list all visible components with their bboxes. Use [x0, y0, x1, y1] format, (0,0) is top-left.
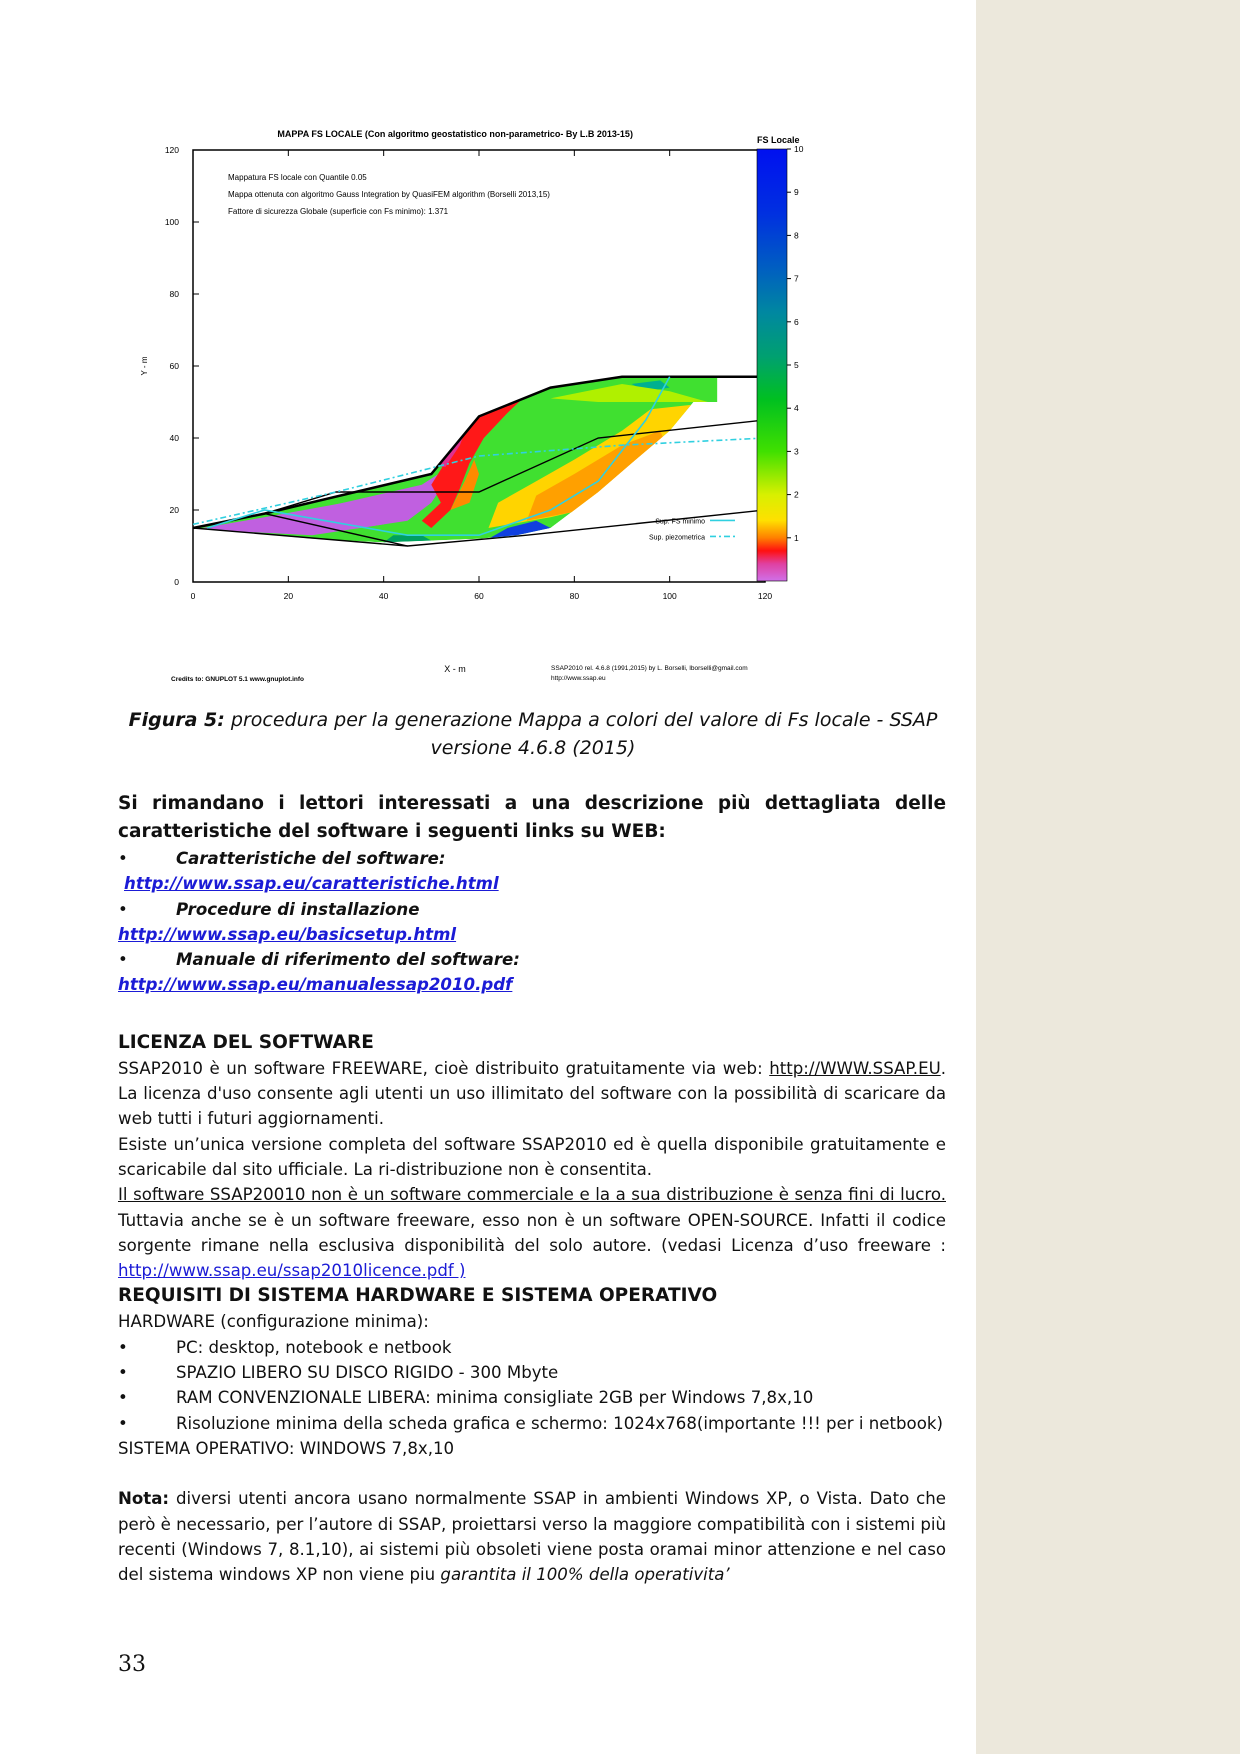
x-tick-label: 20 [283, 591, 294, 601]
fs-heatmap [193, 377, 717, 543]
caption-text: procedura per la generazione Mappa a colori del valore di Fs locale - SSAP versione 4.6.8 (2015) [224, 709, 938, 759]
link-row-3 [118, 972, 946, 997]
plot-title: MAPPA FS LOCALE (Con algoritmo geostatistico non-parametrico- By L.B 2013-15) [277, 129, 633, 139]
note-paragraph [118, 1486, 946, 1587]
license-title: LICENZA DEL SOFTWARE [118, 1031, 374, 1053]
spacer [118, 1461, 946, 1486]
colorbar-tick-label: 1 [794, 532, 799, 543]
link-item-1 [118, 846, 946, 871]
link-url-2[interactable]: http://www.ssap.eu/basicsetup.html [118, 924, 457, 944]
x-tick-label: 100 [662, 591, 677, 601]
x-tick-label: 0 [190, 591, 196, 601]
colorbar-title: FS Locale [757, 135, 800, 145]
link-label-1: Caratteristiche del software: [176, 849, 446, 868]
requirement-text: RAM CONVENZIONALE LIBERA: minima consigliate 2GB per Windows 7,8x,10 [176, 1388, 814, 1408]
page-number: 33 [118, 1652, 146, 1677]
colorbar-tick-label: 6 [794, 316, 799, 327]
colorbar-tick-label: 2 [794, 489, 799, 500]
link-row-2 [118, 922, 946, 947]
page-side-band [976, 0, 1240, 1754]
link-url-1[interactable]: http://www.ssap.eu/caratteristiche.html [124, 874, 499, 894]
colorbar-tick-label: 3 [794, 446, 799, 457]
note-italic: garantita il 100% della operativita’ [440, 1565, 730, 1585]
requirement-text: Risoluzione minima della scheda grafica e schermo: 1024x768(importante !!! per i netbook) [176, 1413, 943, 1433]
requirement-item [118, 1335, 946, 1360]
bullet-icon: • [118, 849, 128, 868]
figure-caption [118, 706, 948, 762]
colorbar-tick-label: 9 [794, 187, 799, 198]
colorbar-tick-label: 5 [794, 360, 799, 370]
link-row-1 [118, 871, 946, 896]
link-item-3 [118, 947, 946, 972]
fs-map-chart [140, 129, 880, 695]
requirements-title: REQUISITI DI SISTEMA HARDWARE E SISTEMA OPERATIVO [118, 1285, 718, 1307]
license-paragraph-1 [118, 1056, 946, 1132]
plot-area [165, 145, 773, 601]
y-tick-label: 120 [164, 145, 179, 155]
os-requirement: SISTEMA OPERATIVO: WINDOWS 7,8x,10 [118, 1438, 455, 1458]
note-label: Nota: [118, 1489, 170, 1509]
credits-right-1: SSAP2010 rel. 4.6.8 (1991,2015) by L. Borselli, lborselli@gmail.com [551, 665, 748, 672]
bullet-icon: • [118, 950, 128, 970]
requirement-text: SPAZIO LIBERO SU DISCO RIGIDO - 300 Mbyte [176, 1363, 559, 1383]
plot-note: Fattore di sicurezza Globale (superficie con Fs minimo): 1.371 [228, 207, 449, 216]
license-p1-link[interactable]: http://WWW.SSAP.EU [769, 1058, 941, 1078]
legend-label: Sup. piezometrica [648, 534, 705, 542]
intro-paragraph: Si rimandano i lettori interessati a una descrizione più dettagliata delle caratteristiche del software i seguenti links su WEB: [118, 793, 946, 842]
note-text: diversi utenti ancora usano normalmente SSAP in ambienti Windows XP, o Vista. Dato che però è necessario, per l’autore di SSAP, proiettarsi verso la maggiore compatibilità con i sistemi più recenti (Windows 7, 8.1,10), ai sistemi più obsoleti viene posta oramai minor attenzione e nel caso del sistema windows XP non viene piu [118, 1489, 946, 1585]
y-tick-label: 60 [169, 361, 179, 371]
license-p3-underlined: Il software SSAP20010 non è un software commerciale e la a sua distribuzione è senza fini di lucro. [118, 1185, 946, 1205]
plot-note: Mappa ottenuta con algoritmo Gauss Integration by QuasiFEM algorithm (Borselli 2013,15) [228, 190, 550, 199]
license-p1-text-b: . La licenza d'uso consente agli utenti un uso illimitato del software con la possibilità di scaricare da web tutti i futuri aggiornamenti. [118, 1058, 946, 1129]
requirement-text: PC: desktop, notebook e netbook [176, 1337, 452, 1357]
bullet-icon: • [118, 1363, 128, 1383]
bullet-icon: • [118, 1388, 128, 1408]
fs-map-figure [140, 129, 880, 695]
link-url-3[interactable]: http://www.ssap.eu/manualessap2010.pdf [118, 975, 513, 995]
spacer [118, 998, 946, 1030]
y-tick-label: 80 [169, 289, 179, 299]
colorbar-tick-label: 10 [794, 144, 804, 154]
colorbar-tick-label: 4 [794, 403, 799, 414]
hardware-label: HARDWARE (configurazione minima): [118, 1312, 429, 1332]
license-p3-text: Tuttavia anche se è un software freeware, esso non è un software OPEN-SOURCE. Infatti il codice sorgente rimane nella esclusiva disponibilità del solo autore. (vedasi Licenza d’uso freeware : [118, 1210, 946, 1255]
caption-label: Figura 5: [128, 709, 225, 731]
requirement-item [118, 1385, 946, 1410]
link-label-3: Manuale di riferimento del software: [176, 950, 520, 970]
y-tick-label: 20 [169, 505, 179, 515]
colorbar [757, 149, 787, 581]
license-paragraph-2: Esiste un’unica versione completa del software SSAP2010 ed è quella disponibile gratuitamente e scaricabile dal sito ufficiale. La ri-distribuzione non è consentita. [118, 1134, 946, 1179]
x-axis-label: X - m [444, 664, 466, 674]
x-tick-label: 60 [474, 591, 484, 601]
x-tick-label: 120 [757, 591, 773, 601]
colorbar-tick-label: 7 [794, 273, 799, 284]
x-tick-label: 80 [569, 591, 580, 601]
requirement-item [118, 1360, 946, 1385]
license-p1-text-a: SSAP2010 è un software FREEWARE, cioè distribuito gratuitamente via web: [118, 1058, 770, 1078]
y-tick-label: 0 [174, 577, 179, 587]
plot-note: Mappatura FS locale con Quantile 0.05 [228, 173, 367, 182]
bullet-icon: • [118, 899, 128, 919]
link-label-2: Procedure di installazione [176, 899, 420, 919]
credits-left: Credits to: GNUPLOT 5.1 www.gnuplot.info [171, 676, 305, 683]
document-body [118, 790, 946, 1587]
bullet-icon: • [118, 1337, 128, 1357]
colorbar-tick-label: 8 [794, 230, 799, 241]
y-tick-label: 40 [169, 433, 179, 443]
license-pdf-link[interactable]: http://www.ssap.eu/ssap2010licence.pdf ) [118, 1261, 466, 1281]
license-paragraph-3 [118, 1182, 946, 1283]
requirement-item [118, 1411, 946, 1436]
link-item-2 [118, 897, 946, 922]
bullet-icon: • [118, 1413, 128, 1433]
y-tick-label: 100 [164, 217, 179, 227]
y-axis-label: Y - m [140, 356, 149, 376]
x-tick-label: 40 [378, 591, 389, 601]
credits-right-2: http://www.ssap.eu [551, 675, 606, 682]
legend-label: Sup. FS minimo [655, 518, 705, 526]
